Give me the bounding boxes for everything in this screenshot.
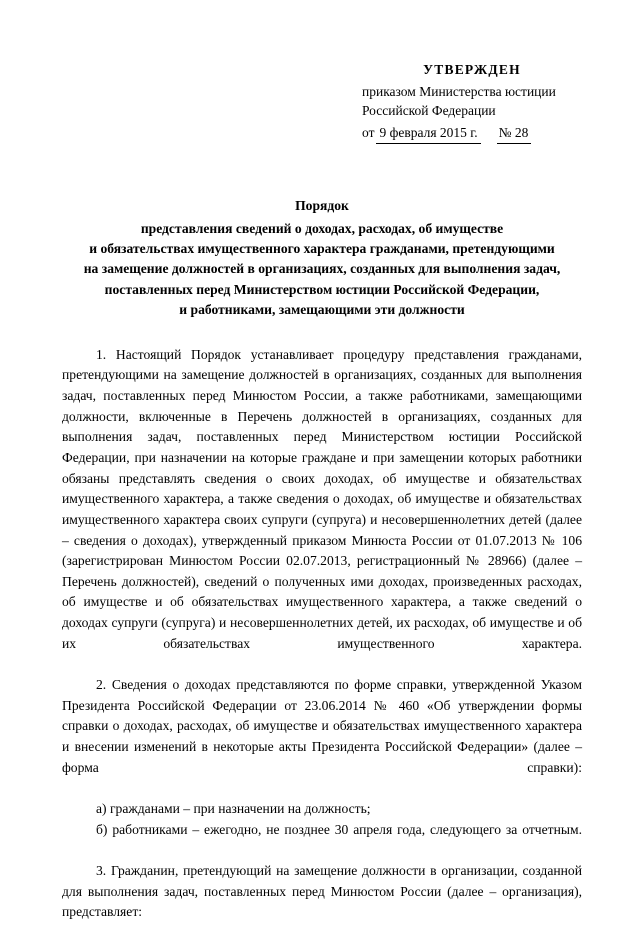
title-line-1: представления сведений о доходах, расходах, об имуществе [140,220,504,236]
title-line-5: и работниками, замещающими эти должности [179,302,465,318]
date-value: 9 февраля 2015 г. [376,123,480,145]
approval-block [362,60,582,144]
title-line-3: на замещение должностей в организациях, созданных для выполнения задач, [83,261,561,277]
approval-line-1: приказом Министерства юстиции [362,83,556,99]
document-body [62,345,582,944]
document-number: № 28 [497,123,532,145]
page-title: Порядок [295,198,349,214]
paragraph-5: 3. Гражданин, претендующий на замещение должности в организации, созданной для выполнения задач, поставленных перед Минюстом России (далее – организация), представляет: [62,863,582,920]
paragraph-2: 2. Сведения о доходах представляются по форме справки, утвержденной Указом Президента Российской Федерации от 23.06.2014 № 460 «Об утверждении формы справки о доходах, расходах, об имуществе и обязательствах имущественного характера и внесении изменений в некоторые акты Президента Российской Федерации» (далее – форма справки): [62,677,582,775]
title-line-4: поставленных перед Министерством юстиции Российской Федерации, [104,281,540,297]
approval-dateline [362,123,582,145]
paragraph-3-item-a: а) гражданами – при назначении на должность; [96,801,371,817]
approval-line-2: Российской Федерации [362,103,496,119]
title-line-2: и обязательствах имущественного характера гражданами, претендующими [89,241,555,257]
document-title-block [62,196,582,320]
approval-heading: УТВЕРЖДЕН [423,62,521,77]
paragraph-4-item-b: б) работниками – ежегодно, не позднее 30 апреля года, следующего за отчетным. [96,821,582,837]
date-label: от [362,124,375,140]
paragraph-1: 1. Настоящий Порядок устанавливает процедуру представления гражданами, претендующими на замещение должностей в организациях, созданных для выполнения задач, поставленных перед Минюстом России, а также работниками, замещающими должности, включенные в Перечень должностей в организациях, созданных для выполнения задач, поставленных перед Министерством юстиции Российской Федерации, при назначении на которые граждане и при замещении которых работники обязаны представлять сведения о своих доходах, об имуществе и обязательствах имущественного характера, а также сведения о доходах, об имуществе и обязательствах имущественного характера своих супруги (супруга) и несовершеннолетних детей (далее – сведения о доходах), утвержденный приказом Минюста России от 01.07.2013 № 106 (зарегистрирован Минюстом России 02.07.2013, регистрационный № 28966) (далее – Перечень должностей), сведений о полученных ими доходах, произведенных расходах, об имуществе и об обязательствах имущественного характера, а также сведений о доходах супруги (супруга) и несовершеннолетних детей, их расходах, об имуществе и об их обязательствах имущественного характера. [62,346,582,651]
